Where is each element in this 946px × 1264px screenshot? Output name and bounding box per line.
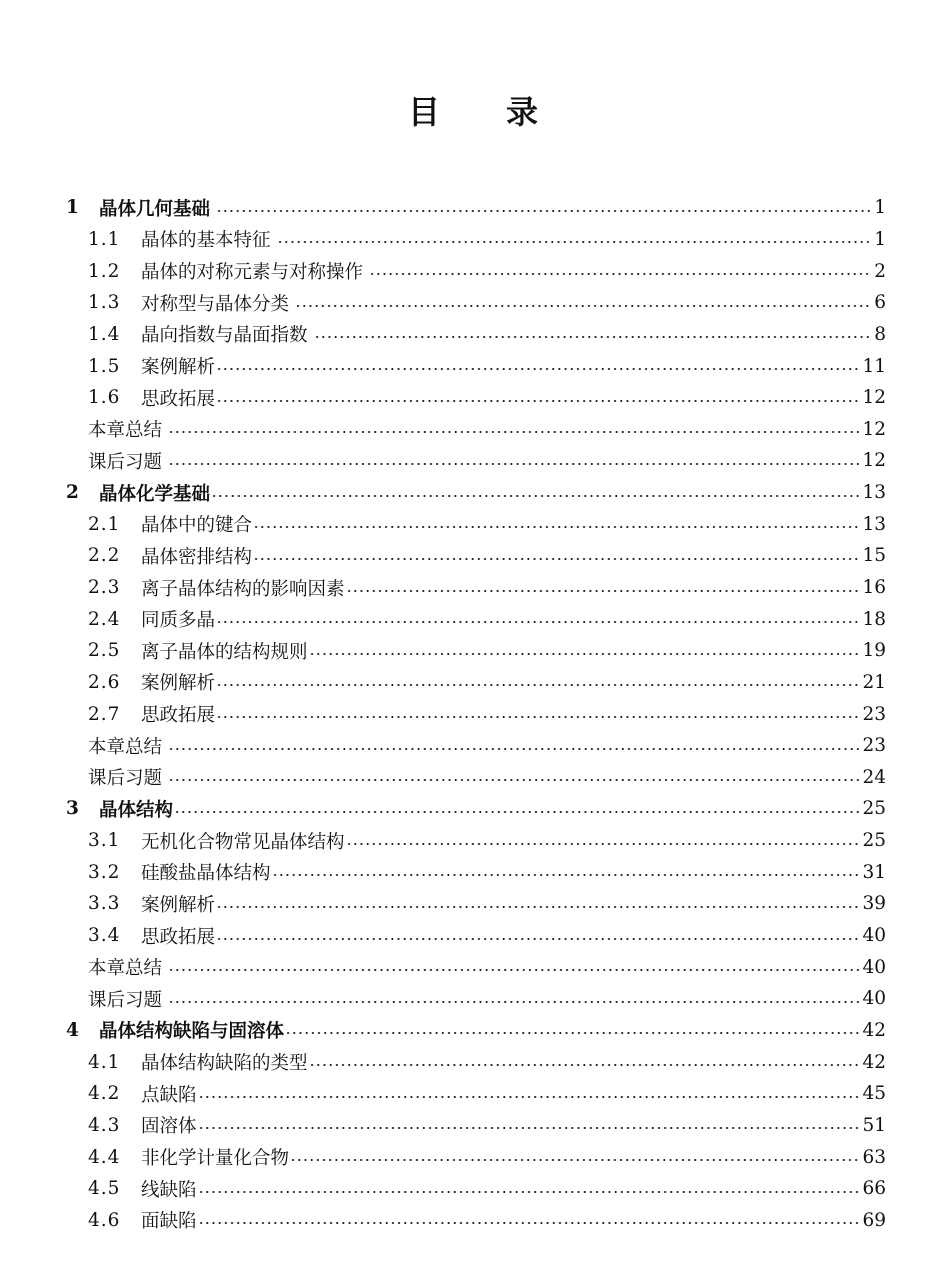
toc-extra-entry[interactable] [0, 730, 946, 762]
toc-entry-number: 1 [66, 197, 79, 219]
dot-leader [216, 716, 859, 718]
toc-entry-number: 4 [66, 1019, 79, 1041]
dot-leader [168, 431, 859, 433]
toc-entry-title: 本章总结 [88, 958, 163, 980]
dot-leader [272, 874, 860, 876]
dot-leader [290, 1159, 859, 1161]
toc-entry-number: 2.4 [88, 608, 121, 630]
toc-entry-title: 非化学计量化合物 [141, 1148, 290, 1170]
toc-chapter-entry[interactable] [0, 477, 946, 509]
toc-extra-entry[interactable] [0, 762, 946, 794]
toc-section-entry[interactable] [0, 1141, 946, 1173]
toc-entry-page-number: 11 [862, 355, 886, 377]
dot-leader [168, 779, 859, 781]
toc-section-entry[interactable] [0, 540, 946, 572]
toc-section-entry[interactable] [0, 224, 946, 256]
toc-entry-number: 4.6 [88, 1209, 121, 1231]
toc-section-entry[interactable] [0, 287, 946, 319]
dot-leader [216, 368, 859, 370]
toc-entry-title: 晶体结构 [99, 799, 174, 821]
toc-entry-page-number: 39 [862, 893, 886, 915]
dot-leader [211, 495, 859, 497]
toc-section-entry[interactable] [0, 825, 946, 857]
toc-entry-page-number: 40 [862, 925, 886, 947]
dot-leader [168, 969, 859, 971]
toc-entry-number: 3.4 [88, 925, 121, 947]
dot-leader [314, 336, 872, 338]
page-title-char-2: 录 [506, 93, 539, 131]
toc-entry-number: 2 [66, 482, 79, 504]
toc-entry-title: 思政拓展 [141, 388, 216, 410]
toc-entry-number: 4.5 [88, 1178, 121, 1200]
toc-chapter-entry[interactable] [0, 1015, 946, 1047]
dot-leader [369, 273, 871, 275]
dot-leader [309, 1064, 860, 1066]
toc-section-entry[interactable] [0, 255, 946, 287]
toc-entry-title: 晶体的基本特征 [141, 230, 271, 252]
toc-entry-page-number: 6 [874, 292, 886, 314]
page-title-char-1: 目 [407, 93, 440, 131]
page-title [0, 88, 946, 136]
dot-leader [168, 463, 859, 465]
dot-leader [309, 653, 860, 655]
toc-entry-title: 对称型与晶体分类 [141, 293, 290, 315]
dot-leader [198, 1222, 860, 1224]
toc-entry-title: 离子晶体结构的影响因素 [141, 578, 345, 600]
dot-leader [277, 241, 872, 243]
toc-entry-title: 晶向指数与晶面指数 [141, 325, 308, 347]
toc-entry-title: 课后习题 [88, 451, 163, 473]
dot-leader [198, 1096, 860, 1098]
toc-extra-entry[interactable] [0, 951, 946, 983]
toc-entry-title: 无机化合物常见晶体结构 [141, 831, 345, 853]
toc-entry-number: 3.2 [88, 861, 121, 883]
toc-entry-number: 3.1 [88, 830, 121, 852]
toc-section-entry[interactable] [0, 920, 946, 952]
toc-entry-title: 课后习题 [88, 989, 163, 1011]
dot-leader [216, 621, 859, 623]
toc-entry-title: 课后习题 [88, 768, 163, 790]
toc-entry-number: 3 [66, 798, 79, 820]
dot-leader [216, 400, 859, 402]
toc-entry-title: 思政拓展 [141, 926, 216, 948]
dot-leader [295, 305, 871, 307]
toc-section-entry[interactable] [0, 635, 946, 667]
toc-chapter-entry[interactable] [0, 793, 946, 825]
toc-entry-page-number: 12 [862, 387, 886, 409]
toc-entry-number: 1.5 [88, 355, 121, 377]
toc-entry-page-number: 25 [862, 798, 886, 820]
toc-entry-number: 1.3 [88, 292, 121, 314]
dot-leader [198, 1191, 860, 1193]
dot-leader [198, 1127, 860, 1129]
toc-entry-title: 晶体的对称元素与对称操作 [141, 262, 364, 284]
toc-entry-page-number: 63 [862, 1146, 886, 1168]
toc-entry-page-number: 42 [862, 1019, 886, 1041]
toc-entry-page-number: 15 [862, 545, 886, 567]
toc-entry-page-number: 31 [862, 861, 886, 883]
toc-entry-page-number: 23 [862, 735, 886, 757]
toc-section-entry[interactable] [0, 1173, 946, 1205]
dot-leader [216, 906, 859, 908]
toc-entry-title: 思政拓展 [141, 705, 216, 727]
toc-entry-page-number: 1 [874, 228, 886, 250]
toc-entry-page-number: 40 [862, 988, 886, 1010]
toc-entry-title: 晶体结构缺陷与固溶体 [99, 1021, 285, 1043]
toc-entry-number: 3.3 [88, 893, 121, 915]
toc-entry-page-number: 2 [874, 260, 886, 282]
toc-entry-title: 本章总结 [88, 736, 163, 758]
toc-section-entry[interactable] [0, 1046, 946, 1078]
toc-entry-page-number: 23 [862, 703, 886, 725]
toc-chapter-entry[interactable] [0, 192, 946, 224]
dot-leader [168, 1001, 859, 1003]
toc-entry-number: 2.2 [88, 545, 121, 567]
toc-entry-number: 4.3 [88, 1114, 121, 1136]
toc-entry-title: 晶体结构缺陷的类型 [141, 1053, 308, 1075]
dot-leader [253, 526, 859, 528]
dot-leader [174, 811, 859, 813]
toc-entry-title: 面缺陷 [141, 1211, 197, 1233]
toc-entry-page-number: 24 [862, 766, 886, 788]
dot-leader [346, 590, 860, 592]
dot-leader [216, 210, 871, 212]
toc-entry-title: 线缺陷 [141, 1179, 197, 1201]
toc-extra-entry[interactable] [0, 983, 946, 1015]
toc-entry-page-number: 69 [862, 1209, 886, 1231]
toc-entry-page-number: 13 [862, 482, 886, 504]
toc-entry-page-number: 45 [862, 1083, 886, 1105]
toc-entry-title: 晶体化学基础 [99, 483, 211, 505]
toc-entry-title: 点缺陷 [141, 1084, 197, 1106]
toc-entry-page-number: 8 [874, 323, 886, 345]
toc-entry-page-number: 12 [862, 418, 886, 440]
toc-section-entry[interactable] [0, 888, 946, 920]
toc-section-entry[interactable] [0, 382, 946, 414]
toc-entry-title: 晶体中的键合 [141, 515, 253, 537]
toc-entry-page-number: 42 [862, 1051, 886, 1073]
toc-entry-title: 固溶体 [141, 1116, 197, 1138]
toc-entry-page-number: 40 [862, 956, 886, 978]
dot-leader [216, 684, 859, 686]
toc-entry-number: 1.2 [88, 260, 121, 282]
toc-entry-title: 同质多晶 [141, 610, 216, 632]
toc-entry-title: 案例解析 [141, 357, 216, 379]
toc-entry-number: 4.1 [88, 1051, 121, 1073]
toc-entry-page-number: 25 [862, 830, 886, 852]
toc-section-entry[interactable] [0, 572, 946, 604]
toc-extra-entry[interactable] [0, 445, 946, 477]
dot-leader [168, 748, 859, 750]
toc-entry-page-number: 12 [862, 450, 886, 472]
toc-entry-title: 案例解析 [141, 673, 216, 695]
toc-section-entry[interactable] [0, 698, 946, 730]
toc-entry-page-number: 19 [862, 640, 886, 662]
toc-entry-number: 2.3 [88, 577, 121, 598]
toc-entry-page-number: 66 [862, 1178, 886, 1200]
toc-entry-page-number: 1 [874, 197, 886, 219]
toc-entry-title: 硅酸盐晶体结构 [141, 863, 271, 885]
toc-entry-number: 1.4 [88, 323, 121, 345]
toc-entry-number: 2.1 [88, 513, 121, 535]
dot-leader [216, 938, 859, 940]
toc-entry-title: 晶体几何基础 [99, 198, 211, 220]
toc-entry-number: 4.4 [88, 1146, 121, 1168]
toc-section-entry[interactable] [0, 350, 946, 382]
toc-section-entry[interactable] [0, 1110, 946, 1142]
toc-entry-title: 离子晶体的结构规则 [141, 641, 308, 663]
toc-entry-page-number: 18 [862, 608, 886, 630]
toc-entry-title: 晶体密排结构 [141, 546, 253, 568]
toc-section-entry[interactable] [0, 319, 946, 351]
toc-section-entry[interactable] [0, 603, 946, 635]
table-of-contents [0, 192, 946, 1236]
dot-leader [285, 1032, 859, 1034]
toc-entry-number: 1.1 [88, 228, 121, 250]
toc-section-entry[interactable] [0, 508, 946, 540]
toc-entry-page-number: 13 [862, 513, 886, 535]
dot-leader [253, 558, 859, 560]
toc-entry-title: 本章总结 [88, 420, 163, 442]
toc-section-entry[interactable] [0, 667, 946, 699]
toc-entry-page-number: 16 [862, 577, 886, 598]
toc-entry-number: 2.6 [88, 671, 121, 693]
toc-entry-page-number: 21 [862, 671, 886, 693]
toc-entry-page-number: 51 [862, 1114, 886, 1136]
dot-leader [346, 843, 860, 845]
toc-entry-number: 2.7 [88, 703, 121, 725]
toc-extra-entry[interactable] [0, 413, 946, 445]
toc-section-entry[interactable] [0, 1078, 946, 1110]
toc-entry-number: 1.6 [88, 387, 121, 409]
toc-entry-number: 4.2 [88, 1083, 121, 1105]
toc-section-entry[interactable] [0, 1205, 946, 1237]
toc-section-entry[interactable] [0, 856, 946, 888]
toc-entry-number: 2.5 [88, 640, 121, 662]
toc-entry-title: 案例解析 [141, 894, 216, 916]
